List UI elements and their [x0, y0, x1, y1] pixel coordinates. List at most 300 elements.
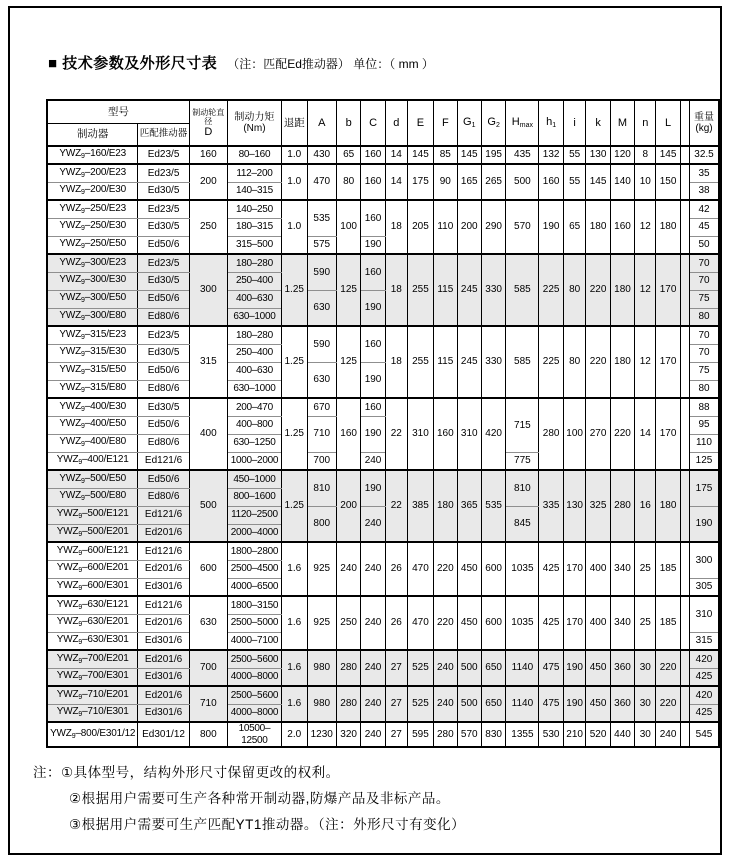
- torque-cell: 250–400: [227, 344, 281, 362]
- thruster-cell: Ed301/6: [138, 668, 189, 686]
- model-cell: $YWZ_9-710/E201$: [47, 686, 138, 704]
- torque-cell: 112–200: [227, 164, 281, 182]
- table-row: [47, 470, 719, 488]
- model-cell: $YWZ_9-400/E30$: [47, 398, 138, 416]
- dim-cell-M: 180: [610, 326, 634, 398]
- dim-cell-n: 30: [635, 686, 656, 722]
- model-cell: $YWZ_9-400/E121$: [47, 452, 138, 470]
- dim-cell-k: 270: [586, 398, 610, 470]
- dim-cell-G1: 145: [457, 146, 481, 164]
- header-wheel-diameter: 制动轮直径 D: [189, 100, 227, 146]
- dim-cell-G1: 450: [457, 596, 481, 650]
- thruster-cell: Ed121/6: [138, 452, 189, 470]
- dim-cell-retreat: 1.6: [281, 686, 307, 722]
- model-cell: $YWZ_9-500/E121$: [47, 506, 138, 524]
- dim-cell-h1: 335: [539, 470, 563, 542]
- dim-cell-n: 12: [635, 254, 656, 326]
- page-title-main: ■ 技术参数及外形尺寸表: [48, 55, 218, 72]
- dim-cell-G1: 500: [457, 650, 481, 686]
- dim-cell-E: 525: [407, 686, 433, 722]
- model-cell: $YWZ_9-315/E30$: [47, 344, 138, 362]
- dim-cell-i: 170: [563, 542, 586, 596]
- model-cell: $YWZ_9-630/E301$: [47, 632, 138, 650]
- header-dim-d: d: [385, 100, 407, 146]
- table-row: [47, 398, 719, 416]
- model-cell: $YWZ_9-250/E23$: [47, 200, 138, 218]
- thruster-cell: Ed201/6: [138, 650, 189, 668]
- dim-cell-h1: 160: [539, 164, 563, 200]
- note-line-2: ②根据用户需要可生产各种常开制动器,防爆产品及非标产品。: [69, 791, 450, 806]
- dim-cell-b: 200: [336, 470, 360, 542]
- dim-cell-L: 150: [656, 164, 680, 200]
- model-cell: $YWZ_9-250/E30$: [47, 218, 138, 236]
- dim-cell-F: 90: [434, 164, 457, 200]
- model-cell: $YWZ_9-630/E201$: [47, 614, 138, 632]
- dim-cell-Hmax: 585: [506, 254, 539, 326]
- weight-cell: 70: [690, 254, 719, 272]
- header-brake: 制动器: [47, 123, 138, 146]
- dim-cell-E: 595: [407, 722, 433, 747]
- dim-cell-h1: 225: [539, 326, 563, 398]
- dim-cell-n: 10: [635, 164, 656, 200]
- model-cell: $YWZ_9-200/E23$: [47, 164, 138, 182]
- thruster-cell: Ed301/6: [138, 578, 189, 596]
- dim-cell-i: 190: [563, 650, 586, 686]
- dim-cell-L: 220: [656, 686, 680, 722]
- dim-cell-G2: 650: [481, 686, 505, 722]
- dim-cell-E: 525: [407, 650, 433, 686]
- thruster-cell: Ed30/5: [138, 398, 189, 416]
- dim-cell-h1: 475: [539, 650, 563, 686]
- dim-cell-retreat: 1.6: [281, 650, 307, 686]
- torque-cell: 2500–5600: [227, 650, 281, 668]
- torque-cell: 315–500: [227, 236, 281, 254]
- dim-cell-retreat: 1.6: [281, 542, 307, 596]
- thruster-cell: Ed30/5: [138, 344, 189, 362]
- dim-cell-M: 340: [610, 596, 634, 650]
- dim-cell-d: 14: [385, 146, 407, 164]
- dim-cell-h1: 530: [539, 722, 563, 747]
- torque-cell: 140–315: [227, 182, 281, 200]
- dim-cell-A: 700: [307, 452, 336, 470]
- model-cell: $YWZ_9-315/E23$: [47, 326, 138, 344]
- torque-cell: 140–250: [227, 200, 281, 218]
- weight-cell: 175: [690, 470, 719, 506]
- model-cell: $YWZ_9-400/E80$: [47, 434, 138, 452]
- dim-cell-C: 240: [361, 686, 385, 722]
- dim-cell-G2: 420: [481, 398, 505, 470]
- thruster-cell: Ed121/6: [138, 506, 189, 524]
- dim-cell-F: 240: [434, 650, 457, 686]
- dim-cell-C: 240: [361, 506, 385, 542]
- dim-cell-Hmax: 1355: [506, 722, 539, 747]
- thruster-cell: Ed23/5: [138, 326, 189, 344]
- dim-cell-A: 810: [307, 470, 336, 506]
- dim-cell-C: 160: [361, 326, 385, 362]
- dim-cell-retreat: 1.25: [281, 398, 307, 470]
- torque-cell: 1800–2800: [227, 542, 281, 560]
- header-dim-n: n: [635, 100, 656, 146]
- dim-cell-A: 575: [307, 236, 336, 254]
- dim-cell-Hmax: 810: [506, 470, 539, 506]
- weight-cell: 70: [690, 344, 719, 362]
- dim-cell-C: 160: [361, 164, 385, 200]
- dim-cell-L: 170: [656, 254, 680, 326]
- weight-cell: 425: [690, 668, 719, 686]
- spec-table: [46, 99, 720, 748]
- dim-cell-C: 160: [361, 254, 385, 290]
- wheel-diameter-cell: 315: [189, 326, 227, 398]
- model-cell: $YWZ_9-300/E30$: [47, 272, 138, 290]
- dim-cell-M: 180: [610, 254, 634, 326]
- spacer-cell: [680, 686, 689, 722]
- dim-cell-M: 360: [610, 650, 634, 686]
- weight-cell: 88: [690, 398, 719, 416]
- header-dim-E: E: [407, 100, 433, 146]
- dim-cell-G2: 265: [481, 164, 505, 200]
- spacer-cell: [680, 542, 689, 596]
- header-retreat: 退距: [281, 100, 307, 146]
- torque-cell: 800–1600: [227, 488, 281, 506]
- dim-cell-b: 280: [336, 650, 360, 686]
- dim-cell-L: 185: [656, 596, 680, 650]
- dim-cell-retreat: 1.0: [281, 146, 307, 164]
- thruster-cell: Ed301/6: [138, 632, 189, 650]
- weight-cell: 110: [690, 434, 719, 452]
- dim-cell-A: 670: [307, 398, 336, 416]
- thruster-cell: Ed30/5: [138, 272, 189, 290]
- dim-cell-M: 360: [610, 686, 634, 722]
- weight-cell: 70: [690, 326, 719, 344]
- spacer-cell: [680, 722, 689, 747]
- dim-cell-A: 470: [307, 164, 336, 200]
- page-frame: [8, 6, 722, 855]
- dim-cell-d: 18: [385, 200, 407, 254]
- dim-cell-G2: 600: [481, 596, 505, 650]
- dim-cell-C: 190: [361, 416, 385, 452]
- thruster-cell: Ed301/6: [138, 704, 189, 722]
- torque-cell: 1120–2500: [227, 506, 281, 524]
- dim-cell-G1: 450: [457, 542, 481, 596]
- dim-cell-d: 14: [385, 164, 407, 200]
- header-dim-M: M: [610, 100, 634, 146]
- dim-cell-b: 125: [336, 326, 360, 398]
- thruster-cell: Ed23/5: [138, 254, 189, 272]
- torque-cell: 200–470: [227, 398, 281, 416]
- dim-cell-E: 145: [407, 146, 433, 164]
- table-row: [47, 686, 719, 704]
- dim-cell-E: 470: [407, 542, 433, 596]
- model-cell: $YWZ_9-800/E301/12$: [47, 722, 138, 747]
- dim-cell-A: 430: [307, 146, 336, 164]
- header-dim-i: i: [563, 100, 586, 146]
- dim-cell-A: 590: [307, 326, 336, 362]
- dim-cell-i: 55: [563, 164, 586, 200]
- dim-cell-G1: 165: [457, 164, 481, 200]
- dim-cell-n: 16: [635, 470, 656, 542]
- dim-cell-h1: 475: [539, 686, 563, 722]
- torque-cell: 180–280: [227, 254, 281, 272]
- dim-cell-L: 220: [656, 650, 680, 686]
- dim-cell-k: 220: [586, 326, 610, 398]
- wheel-diameter-cell: 500: [189, 470, 227, 542]
- model-cell: $YWZ_9-300/E50$: [47, 290, 138, 308]
- dim-cell-M: 120: [610, 146, 634, 164]
- torque-cell: 180–315: [227, 218, 281, 236]
- torque-cell: 1800–3150: [227, 596, 281, 614]
- header-dim-L: L: [656, 100, 680, 146]
- dim-cell-i: 80: [563, 254, 586, 326]
- weight-cell: 420: [690, 686, 719, 704]
- dim-cell-b: 250: [336, 596, 360, 650]
- dim-cell-G1: 200: [457, 200, 481, 254]
- header-dim-b: b: [336, 100, 360, 146]
- dim-cell-retreat: 1.25: [281, 470, 307, 542]
- dim-cell-C: 240: [361, 650, 385, 686]
- dim-cell-L: 180: [656, 470, 680, 542]
- dim-cell-A: 1230: [307, 722, 336, 747]
- torque-cell: 4000–8000: [227, 668, 281, 686]
- dim-cell-d: 22: [385, 470, 407, 542]
- header-torque: 制动力矩 (Nm): [227, 100, 281, 146]
- weight-cell: 420: [690, 650, 719, 668]
- model-cell: $YWZ_9-400/E50$: [47, 416, 138, 434]
- note-prefix: 注：: [33, 765, 61, 780]
- dim-cell-M: 220: [610, 398, 634, 470]
- dim-cell-Hmax: 435: [506, 146, 539, 164]
- wheel-diameter-cell: 300: [189, 254, 227, 326]
- dim-cell-G2: 650: [481, 650, 505, 686]
- header-dim-G1: $G_1$: [457, 100, 481, 146]
- dim-cell-M: 160: [610, 200, 634, 254]
- dim-cell-A: 800: [307, 506, 336, 542]
- table-row: [47, 200, 719, 218]
- dim-cell-h1: 425: [539, 596, 563, 650]
- torque-cell: 4000–7100: [227, 632, 281, 650]
- dim-cell-n: 30: [635, 722, 656, 747]
- weight-cell: 42: [690, 200, 719, 218]
- dim-cell-i: 170: [563, 596, 586, 650]
- dim-cell-d: 18: [385, 254, 407, 326]
- table-row: [47, 146, 719, 164]
- note-line-3: ③根据用户需要可生产匹配YT1推动器。（注：外形尺寸有变化）: [69, 817, 466, 832]
- spacer-cell: [680, 596, 689, 650]
- dim-cell-b: 160: [336, 398, 360, 470]
- page-title-note: （注：匹配Ed推动器） 单位：（ mm ）: [227, 57, 434, 71]
- weight-cell: 50: [690, 236, 719, 254]
- spacer-cell: [680, 470, 689, 542]
- dim-cell-d: 27: [385, 686, 407, 722]
- dim-cell-Hmax: 775: [506, 452, 539, 470]
- weight-cell: 545: [690, 722, 719, 747]
- dim-cell-A: 980: [307, 650, 336, 686]
- thruster-cell: Ed201/6: [138, 614, 189, 632]
- dim-cell-C: 160: [361, 146, 385, 164]
- dim-cell-C: 190: [361, 470, 385, 506]
- header-dim-A: A: [307, 100, 336, 146]
- weight-cell: 38: [690, 182, 719, 200]
- dim-cell-d: 27: [385, 650, 407, 686]
- header-spacer-column: [680, 100, 689, 146]
- weight-cell: 80: [690, 308, 719, 326]
- dim-cell-Hmax: 845: [506, 506, 539, 542]
- torque-cell: 400–630: [227, 290, 281, 308]
- weight-cell: 75: [690, 290, 719, 308]
- dim-cell-retreat: 1.25: [281, 326, 307, 398]
- dim-cell-retreat: 1.0: [281, 164, 307, 200]
- dim-cell-M: 140: [610, 164, 634, 200]
- thruster-cell: Ed23/5: [138, 164, 189, 182]
- weight-cell: 70: [690, 272, 719, 290]
- model-cell: $YWZ_9-600/E301$: [47, 578, 138, 596]
- spacer-cell: [680, 326, 689, 398]
- dim-cell-retreat: 2.0: [281, 722, 307, 747]
- weight-cell: 45: [690, 218, 719, 236]
- thruster-cell: Ed50/6: [138, 362, 189, 380]
- table-row: [47, 254, 719, 272]
- wheel-diameter-cell: 160: [189, 146, 227, 164]
- wheel-diameter-cell: 200: [189, 164, 227, 200]
- dim-cell-A: 980: [307, 686, 336, 722]
- torque-cell: 2500–5600: [227, 686, 281, 704]
- wheel-diameter-cell: 710: [189, 686, 227, 722]
- table-row: [47, 164, 719, 182]
- dim-cell-n: 14: [635, 398, 656, 470]
- dim-cell-k: 400: [586, 596, 610, 650]
- dim-cell-b: 320: [336, 722, 360, 747]
- dim-cell-d: 26: [385, 542, 407, 596]
- weight-cell: 305: [690, 578, 719, 596]
- weight-cell: 315: [690, 632, 719, 650]
- dim-cell-L: 185: [656, 542, 680, 596]
- torque-cell: 400–630: [227, 362, 281, 380]
- dim-cell-G1: 500: [457, 686, 481, 722]
- weight-cell: 32.5: [690, 146, 719, 164]
- dim-cell-C: 160: [361, 398, 385, 416]
- dim-cell-C: 240: [361, 596, 385, 650]
- thruster-cell: Ed121/6: [138, 542, 189, 560]
- dim-cell-A: 535: [307, 200, 336, 236]
- dim-cell-Hmax: 715: [506, 398, 539, 452]
- weight-cell: 80: [690, 380, 719, 398]
- dim-cell-L: 180: [656, 200, 680, 254]
- dim-cell-d: 26: [385, 596, 407, 650]
- thruster-cell: Ed30/5: [138, 218, 189, 236]
- torque-cell: 2500–4500: [227, 560, 281, 578]
- dim-cell-h1: 190: [539, 200, 563, 254]
- page-title: [48, 52, 434, 73]
- dim-cell-Hmax: 500: [506, 164, 539, 200]
- wheel-diameter-cell: 600: [189, 542, 227, 596]
- model-cell: $YWZ_9-700/E201$: [47, 650, 138, 668]
- dim-cell-k: 400: [586, 542, 610, 596]
- dim-cell-F: 220: [434, 542, 457, 596]
- dim-cell-Hmax: 1140: [506, 650, 539, 686]
- thruster-cell: Ed80/6: [138, 434, 189, 452]
- model-cell: $YWZ_9-300/E80$: [47, 308, 138, 326]
- thruster-cell: Ed201/6: [138, 560, 189, 578]
- thruster-cell: Ed80/6: [138, 308, 189, 326]
- header-weight: 重量 (kg): [690, 100, 719, 146]
- title-square-marker: ■: [48, 55, 58, 72]
- table-row: [47, 650, 719, 668]
- dim-cell-C: 190: [361, 290, 385, 326]
- dim-cell-i: 55: [563, 146, 586, 164]
- thruster-cell: Ed50/6: [138, 416, 189, 434]
- model-cell: $YWZ_9-500/E201$: [47, 524, 138, 542]
- thruster-cell: Ed301/12: [138, 722, 189, 747]
- dim-cell-k: 325: [586, 470, 610, 542]
- model-cell: $YWZ_9-315/E50$: [47, 362, 138, 380]
- header-thruster: 匹配推动器: [138, 123, 189, 146]
- dim-cell-b: 100: [336, 200, 360, 254]
- dim-cell-Hmax: 1140: [506, 686, 539, 722]
- dim-cell-i: 100: [563, 398, 586, 470]
- dim-cell-d: 18: [385, 326, 407, 398]
- dim-cell-A: 925: [307, 596, 336, 650]
- dim-cell-E: 310: [407, 398, 433, 470]
- thruster-cell: Ed201/6: [138, 686, 189, 704]
- dim-cell-n: 12: [635, 200, 656, 254]
- dim-cell-C: 240: [361, 452, 385, 470]
- dim-cell-C: 190: [361, 362, 385, 398]
- weight-cell: 310: [690, 596, 719, 632]
- dim-cell-i: 210: [563, 722, 586, 747]
- dim-cell-retreat: 1.25: [281, 254, 307, 326]
- dim-cell-n: 25: [635, 542, 656, 596]
- wheel-diameter-cell: 800: [189, 722, 227, 747]
- dim-cell-d: 22: [385, 398, 407, 470]
- dim-cell-n: 30: [635, 650, 656, 686]
- thruster-cell: Ed50/6: [138, 290, 189, 308]
- dim-cell-h1: 280: [539, 398, 563, 470]
- thruster-cell: Ed121/6: [138, 596, 189, 614]
- dim-cell-E: 470: [407, 596, 433, 650]
- dim-cell-Hmax: 570: [506, 200, 539, 254]
- dim-cell-L: 240: [656, 722, 680, 747]
- dim-cell-i: 190: [563, 686, 586, 722]
- thruster-cell: Ed23/5: [138, 146, 189, 164]
- dim-cell-retreat: 1.0: [281, 200, 307, 254]
- torque-cell: 1000–2000: [227, 452, 281, 470]
- dim-cell-retreat: 1.6: [281, 596, 307, 650]
- dim-cell-L: 170: [656, 326, 680, 398]
- dim-cell-G2: 535: [481, 470, 505, 542]
- thruster-cell: Ed80/6: [138, 380, 189, 398]
- table-row: [47, 596, 719, 614]
- dim-cell-G1: 245: [457, 326, 481, 398]
- torque-cell: 400–800: [227, 416, 281, 434]
- note-line-1: 注：①具体型号，结构外形尺寸保留更改的权利。: [33, 765, 340, 780]
- dim-cell-G2: 330: [481, 326, 505, 398]
- torque-cell: 630–1250: [227, 434, 281, 452]
- dim-cell-i: 80: [563, 326, 586, 398]
- dim-cell-F: 115: [434, 254, 457, 326]
- dim-cell-A: 630: [307, 362, 336, 398]
- wheel-diameter-cell: 400: [189, 398, 227, 470]
- model-cell: $YWZ_9-700/E301$: [47, 668, 138, 686]
- header-dim-k: k: [586, 100, 610, 146]
- model-cell: $YWZ_9-600/E121$: [47, 542, 138, 560]
- torque-cell: 80–160: [227, 146, 281, 164]
- wheel-diameter-cell: 630: [189, 596, 227, 650]
- table-row: [47, 542, 719, 560]
- thruster-cell: Ed50/6: [138, 470, 189, 488]
- notes: [33, 760, 465, 838]
- dim-cell-C: 240: [361, 542, 385, 596]
- dim-cell-k: 520: [586, 722, 610, 747]
- dim-cell-Hmax: 1035: [506, 542, 539, 596]
